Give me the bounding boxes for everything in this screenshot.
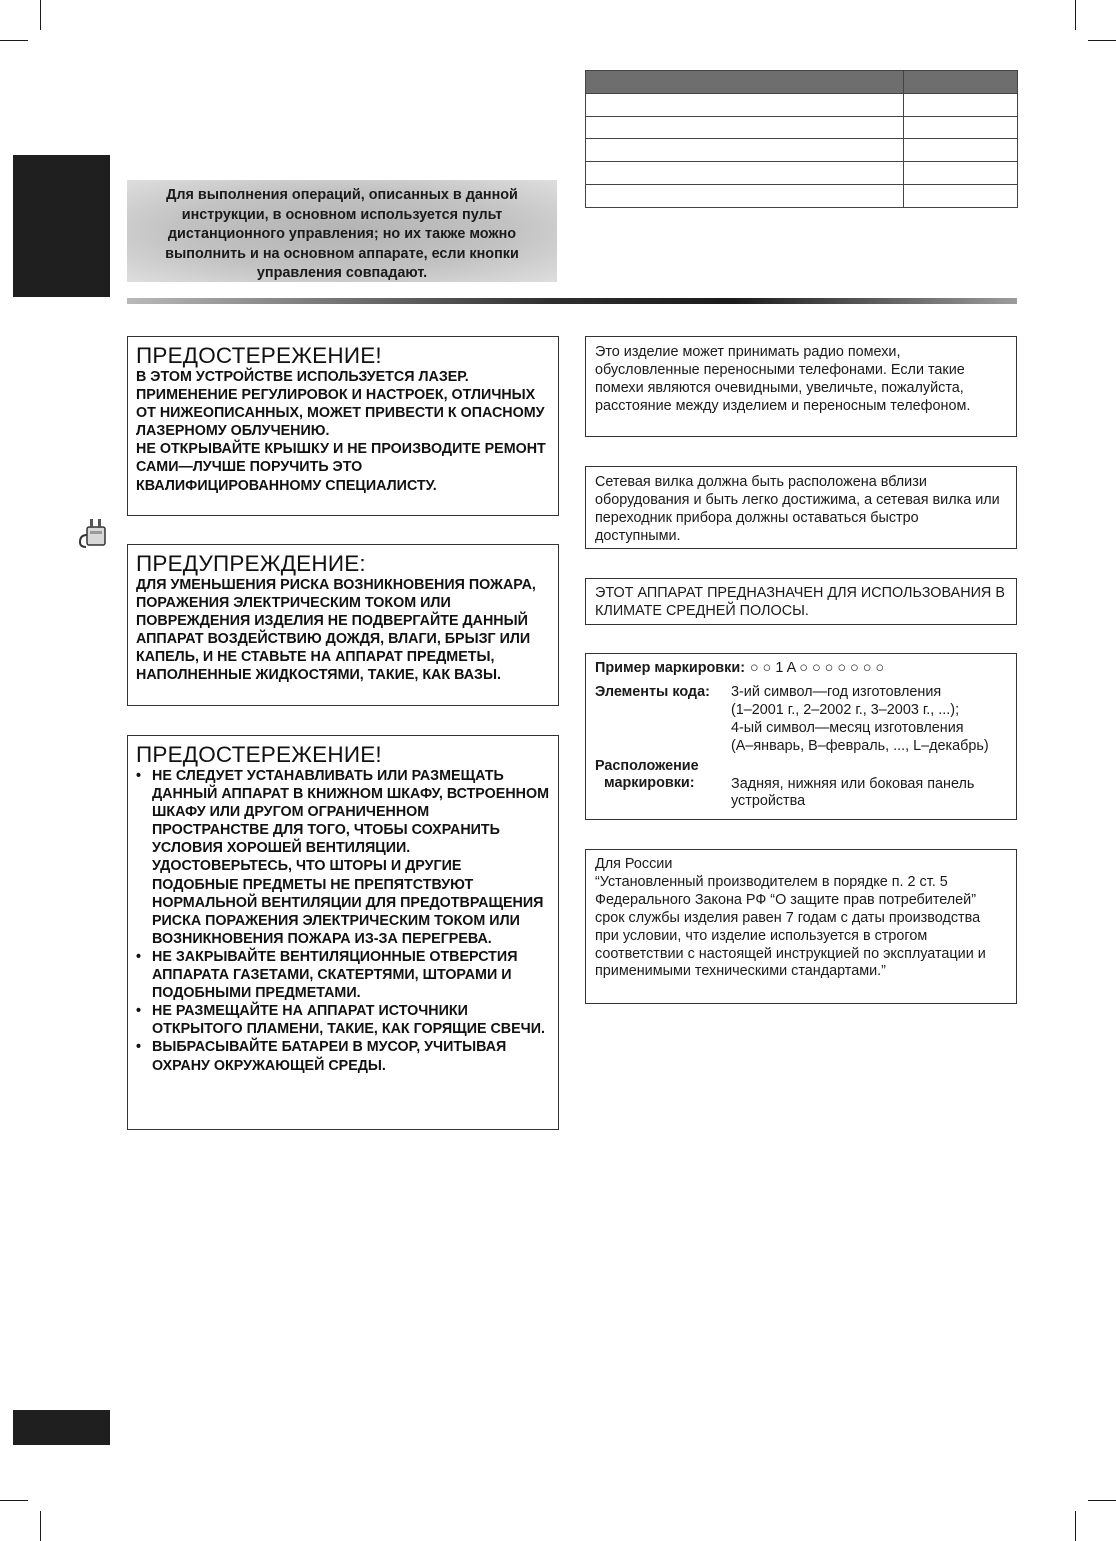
install-caution-heading: ПРЕДОСТЕРЕЖЕНИЕ!	[136, 742, 382, 767]
list-item: • НЕ ЗАКРЫВАЙТЕ ВЕНТИЛЯЦИОННЫЕ ОТВЕРСТИЯ АППАРАТА ГАЗЕТАМИ, СКАТЕРТЯМИ, ШТОРАМИ И ПОДОБНЫМИ ПРЕДМЕТАМИ.	[136, 948, 550, 1002]
climate-box	[585, 578, 1017, 625]
crop-mark	[1075, 1511, 1076, 1541]
marking-code-row	[595, 684, 1007, 756]
marking-location-row	[595, 758, 1007, 812]
marking-location-line: устройства	[731, 793, 806, 810]
marking-box	[585, 653, 1017, 820]
table-cell	[586, 162, 904, 185]
table-row	[586, 116, 1018, 139]
marking-example-row	[595, 660, 1007, 678]
side-tab-top	[13, 155, 110, 297]
table-cell	[904, 93, 1018, 116]
operations-note: Для выполнения операций, описанных в данной инструкции, в основном используется пульт дистанционного управления; но их также можно выполнить и на основном аппарате, если кнопки управления совпадают.	[127, 180, 557, 282]
marking-code-line: (A–январь, B–февраль, ..., L–декабрь)	[731, 737, 989, 754]
marking-location-label	[595, 758, 731, 812]
accessories-table	[585, 70, 1018, 208]
marking-code-line: (1–2001 г., 2–2002 г., 3–2003 г., ...);	[731, 701, 960, 718]
crop-mark	[40, 1511, 41, 1541]
marking-location-label-line: маркировки:	[604, 775, 695, 792]
marking-example-value: ○ ○ 1 A ○ ○ ○ ○ ○ ○ ○	[749, 660, 885, 676]
list-item: • НЕ РАЗМЕЩАЙТЕ НА АППАРАТ ИСТОЧНИКИ ОТКРЫТОГО ПЛАМЕНИ, ТАКИЕ, КАК ГОРЯЩИЕ СВЕЧИ.	[136, 1002, 550, 1038]
table-row	[586, 93, 1018, 116]
russia-service-life-box	[585, 849, 1017, 1004]
fire-warning-text: ДЛЯ УМЕНЬШЕНИЯ РИСКА ВОЗНИКНОВЕНИЯ ПОЖАРА, ПОРАЖЕНИЯ ЭЛЕКТРИЧЕСКИМ ТОКОМ ИЛИ ПОВРЕЖДЕНИЯ ИЗДЕЛИЯ НЕ ПОДВЕРГАЙТЕ ДАННЫЙ АППАРАТ ВОЗДЕЙСТВИЮ ДОЖДЯ, ВЛАГИ, БРЫЗГ ИЛИ КАПЕЛЬ, И НЕ СТАВЬТЕ НА АППАРАТ ПРЕДМЕТЫ, НАПОЛНЕННЫЕ ЖИДКОСТЯМИ, ТАКИЕ, КАК ВАЗЫ.	[136, 577, 536, 684]
page-number-tab	[13, 1410, 110, 1445]
crop-mark	[1075, 0, 1076, 30]
laser-caution-box	[127, 336, 559, 516]
install-caution-box	[127, 735, 559, 1130]
marking-location-label-line: Расположение	[595, 757, 699, 774]
marking-code-line: 4-ый символ—месяц изготовления	[731, 719, 964, 736]
list-item: • ВЫБРАСЫВАЙТЕ БАТАРЕИ В МУСОР, УЧИТЫВАЯ ОХРАНУ ОКРУЖАЮЩЕЙ СРЕДЫ.	[136, 1038, 550, 1074]
table-cell	[586, 116, 904, 139]
plug-icon	[76, 515, 112, 549]
radio-interference-box	[585, 336, 1017, 437]
table-header-cell	[586, 71, 904, 94]
list-item: • НЕ СЛЕДУЕТ УСТАНАВЛИВАТЬ ИЛИ РАЗМЕЩАТЬ ДАННЫЙ АППАРАТ В КНИЖНОМ ШКАФУ, ВСТРОЕННОМ ШКАФУ ИЛИ ДРУГОМ ОГРАНИЧЕННОМ ПРОСТРАНСТВЕ ДЛЯ ТОГО, ЧТОБЫ СОХРАНИТЬ УСЛОВИЯ ХОРОШЕЙ ВЕНТИЛЯЦИИ. УДОСТОВЕРЬТЕСЬ, ЧТО ШТОРЫ И ДРУГИЕ ПОДОБНЫЕ ПРЕДМЕТЫ НЕ ПРЕПЯТСТВУЮТ НОРМАЛЬНОЙ ВЕНТИЛЯЦИИ ДЛЯ ПРЕДОТВРАЩЕНИЯ РИСКА ПОРАЖЕНИЯ ЭЛЕКТРИЧЕСКИМ ТОКОМ ИЛИ ВОЗНИКНОВЕНИЯ ПОЖАРА ИЗ-ЗА ПЕРЕГРЕВА.	[136, 767, 550, 948]
table-header-cell	[904, 71, 1018, 94]
table-cell	[904, 116, 1018, 139]
fire-warning-box	[127, 544, 559, 706]
marking-code-label: Элементы кода:	[595, 683, 710, 700]
marking-example-label: Пример маркировки:	[595, 660, 745, 676]
table-row	[586, 162, 1018, 185]
crop-mark	[40, 0, 41, 30]
laser-caution-para: В ЭТОМ УСТРОЙСТВЕ ИСПОЛЬЗУЕТСЯ ЛАЗЕР. ПРИМЕНЕНИЕ РЕГУЛИРОВОК И НАСТРОЕК, ОТЛИЧНЫХ ОТ НИЖЕОПИСАННЫХ, МОЖЕТ ПРИВЕСТИ К ОПАСНОМУ ЛАЗЕРНОМУ ОБЛУЧЕНИЮ.	[136, 369, 545, 440]
marking-location-values	[731, 758, 974, 812]
climate-text: ЭТОТ АППАРАТ ПРЕДНАЗНАЧЕН ДЛЯ ИСПОЛЬЗОВАНИЯ В КЛИМАТЕ СРЕДНЕЙ ПОЛОСЫ.	[595, 585, 1005, 619]
marking-code-line: 3-ий символ—год изготовления	[731, 683, 942, 700]
install-caution-list	[136, 767, 550, 1075]
laser-caution-para: НЕ ОТКРЫВАЙТЕ КРЫШКУ И НЕ ПРОИЗВОДИТЕ РЕМОНТ САМИ—ЛУЧШЕ ПОРУЧИТЬ ЭТО КВАЛИФИЦИРОВАННОМУ СПЕЦИАЛИСТУ.	[136, 441, 546, 494]
crop-mark	[1088, 1500, 1116, 1501]
table-cell	[586, 139, 904, 162]
table-cell	[904, 139, 1018, 162]
table-header-row	[586, 71, 1018, 94]
laser-caution-heading: ПРЕДОСТЕРЕЖЕНИЕ!	[136, 343, 382, 368]
russia-heading: Для России	[595, 856, 673, 872]
crop-mark	[0, 40, 28, 41]
table-cell	[904, 185, 1018, 208]
table-cell	[586, 185, 904, 208]
mains-plug-box	[585, 466, 1017, 549]
crop-mark	[1088, 40, 1116, 41]
fire-warning-heading: ПРЕДУПРЕЖДЕНИЕ:	[136, 551, 366, 576]
russia-service-life-text: “Установленный производителем в порядке п. 2 ст. 5 Федерального Закона РФ “О защите прав потребителей” срок службы изделия равен 7 годам с даты производства при условии, что изделие используется в строгом соответствии с настоящей инструкцией по эксплуатации и применимыми техническими стандартами.”	[595, 873, 986, 980]
mains-plug-text: Сетевая вилка должна быть расположена вблизи оборудования и быть легко достижима, а сетевая вилка или переходник прибора должны оставаться быстро доступными.	[595, 474, 1000, 544]
table-cell	[904, 162, 1018, 185]
radio-interference-text: Это изделие может принимать радио помехи, обусловленные переносными телефонами. Если такие помехи являются очевидными, увеличьте, пожалуйста, расстояние между изделием и переносным телефоном.	[595, 344, 971, 414]
section-divider	[127, 298, 1017, 304]
crop-mark	[0, 1500, 28, 1501]
table-row	[586, 139, 1018, 162]
table-cell	[586, 93, 904, 116]
table-row	[586, 185, 1018, 208]
marking-code-values	[731, 684, 989, 756]
marking-location-line: Задняя, нижняя или боковая панель	[731, 775, 975, 792]
